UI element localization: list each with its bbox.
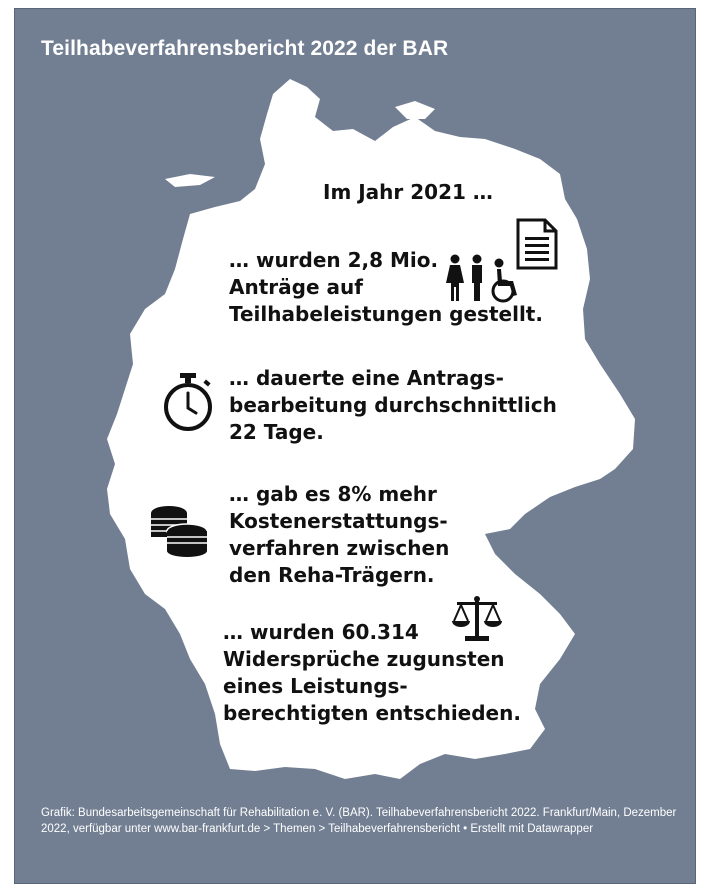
objections-text: … wurden 60.314 Widersprüche zugunsten eines Leistungs- berechtigten entschieden. xyxy=(223,620,521,725)
processing-time-text: … dauerte eine Antrags- bearbeitung durchschnittlich 22 Tage. xyxy=(229,366,557,444)
reimbursement-text: … gab es 8% mehr Kostenerstattungs- verfahren zwischen den Reha-Trägern. xyxy=(229,482,450,587)
scales-icon xyxy=(451,594,503,644)
coins-icon xyxy=(147,503,211,559)
people-wheelchair-icon xyxy=(445,253,525,303)
intro-text: Im Jahr 2021 … xyxy=(323,180,493,204)
germany-map xyxy=(15,9,697,885)
infographic-card xyxy=(14,8,696,884)
page-title: Teilhabeverfahrensbericht 2022 der BAR xyxy=(41,37,449,60)
stopwatch-icon xyxy=(160,371,216,433)
source-footer: Grafik: Bundesarbeitsgemeinschaft für Rehabilitation e. V. (BAR). Teilhabeverfahrensbericht 2022. Frankfurt/Main, Dezember 2022, verfügbar unter www.bar-frankfurt.de > Themen > Teilhabeverfahrensbericht • Erstellt mit Datawrapper xyxy=(41,807,677,835)
applications-text: … wurden 2,8 Mio. Anträge auf Teilhabeleistungen gestellt. xyxy=(229,248,543,326)
